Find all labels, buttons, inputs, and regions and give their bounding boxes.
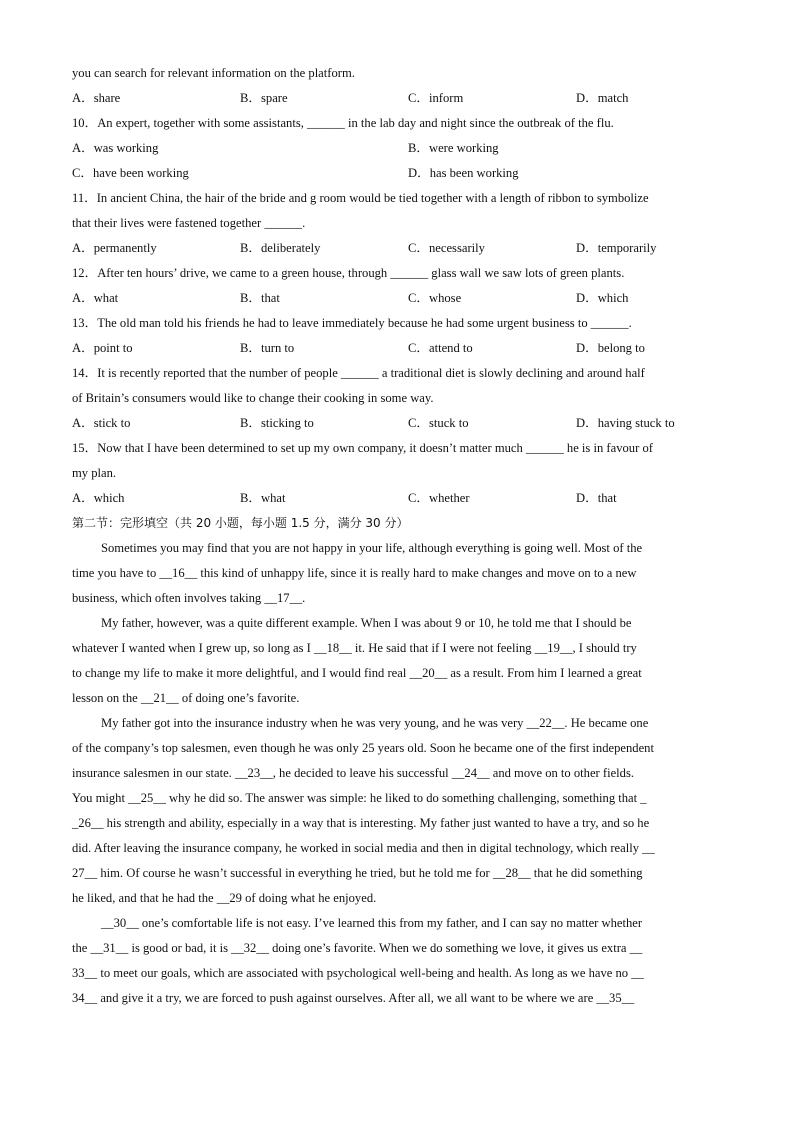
text-line: 11．In ancient China, the hair of the bride and g room would be tied together with a length of ribbon to symbolize bbox=[72, 191, 649, 205]
answer-option: B．turn to bbox=[240, 341, 295, 355]
answer-option: C．whose bbox=[408, 291, 462, 305]
answer-options bbox=[72, 286, 724, 311]
answer-option: A．share bbox=[72, 91, 121, 105]
answer-options bbox=[72, 236, 724, 261]
text-line: he liked, and that he had the __29 of doing what he enjoyed. bbox=[72, 891, 377, 905]
answer-option: D．that bbox=[576, 491, 617, 505]
answer-options bbox=[72, 411, 724, 436]
answer-option: C．inform bbox=[408, 91, 464, 105]
answer-option: C．have been working bbox=[72, 166, 189, 180]
text-line: Sometimes you may find that you are not happy in your life, although everything is going well. Most of the bbox=[101, 541, 643, 555]
text-line: my plan. bbox=[72, 466, 117, 480]
answer-option: D．belong to bbox=[576, 341, 645, 355]
answer-option: A．was working bbox=[72, 141, 159, 155]
text-line: 15．Now that I have been determined to set up my own company, it doesn’t matter much ______ he is in favour of bbox=[72, 441, 653, 455]
answer-option: C．necessarily bbox=[408, 241, 485, 255]
answer-option: D．having stuck to bbox=[576, 416, 675, 430]
answer-option: B．deliberately bbox=[240, 241, 321, 255]
text-line: 10．An expert, together with some assistants, ______ in the lab day and night since the outbreak of the flu. bbox=[72, 116, 614, 130]
answer-option: D．temporarily bbox=[576, 241, 657, 255]
text-line: that their lives were fastened together ______. bbox=[72, 216, 306, 230]
text-line: of Britain’s consumers would like to change their cooking in some way. bbox=[72, 391, 434, 405]
answer-option: C．attend to bbox=[408, 341, 473, 355]
answer-option: A．stick to bbox=[72, 416, 131, 430]
answer-option: B．that bbox=[240, 291, 280, 305]
answer-option: C．stuck to bbox=[408, 416, 469, 430]
answer-options bbox=[72, 486, 724, 511]
text-line: 12．After ten hours’ drive, we came to a green house, through ______ glass wall we saw lots of green plants. bbox=[72, 266, 625, 280]
answer-option: A．what bbox=[72, 291, 119, 305]
answer-option: A．which bbox=[72, 491, 125, 505]
text-line: did. After leaving the insurance company, he worked in social media and then in digital technology, which really __ bbox=[72, 841, 655, 855]
answer-options bbox=[72, 136, 724, 161]
answer-options bbox=[72, 161, 724, 186]
answer-options bbox=[72, 336, 724, 361]
text-line: to change my life to make it more delightful, and I would find real __20__ as a result. From him I learned a great bbox=[72, 666, 642, 680]
answer-option: B．spare bbox=[240, 91, 288, 105]
answer-option: B．sticking to bbox=[240, 416, 314, 430]
text-line: __30__ one’s comfortable life is not easy. I’ve learned this from my father, and I can say no matter whether bbox=[101, 916, 643, 930]
text-line: _26__ his strength and ability, especially in a way that is interesting. My father just wanted to have a try, and so he bbox=[72, 816, 650, 830]
text-line: 33__ to meet our goals, which are associated with psychological well-being and health. As long as we have no __ bbox=[72, 966, 644, 980]
text-line: 14．It is recently reported that the number of people ______ a traditional diet is slowly declining and around half bbox=[72, 366, 645, 380]
answer-option: A．point to bbox=[72, 341, 133, 355]
answer-option: D．which bbox=[576, 291, 629, 305]
answer-option: B．what bbox=[240, 491, 286, 505]
section-heading: 第二节：完形填空（共 20 小题，每小题 1.5 分，满分 30 分） bbox=[72, 516, 409, 530]
document-page bbox=[72, 61, 724, 1011]
text-line: 13．The old man told his friends he had to leave immediately because he had some urgent business to ______. bbox=[72, 316, 632, 330]
text-line: My father got into the insurance industry when he was very young, and he was very __22__. He became one bbox=[101, 716, 649, 730]
answer-option: D．match bbox=[576, 91, 629, 105]
answer-option: C．whether bbox=[408, 491, 470, 505]
text-line: My father, however, was a quite different example. When I was about 9 or 10, he told me that I should be bbox=[101, 616, 632, 630]
answer-options bbox=[72, 86, 724, 111]
text-line: you can search for relevant information on the platform. bbox=[72, 66, 355, 80]
answer-option: A．permanently bbox=[72, 241, 157, 255]
text-line: lesson on the __21__ of doing one’s favorite. bbox=[72, 691, 300, 705]
text-line: the __31__ is good or bad, it is __32__ doing one’s favorite. When we do something we love, it gives us extra __ bbox=[72, 941, 643, 955]
text-line: business, which often involves taking __17__. bbox=[72, 591, 306, 605]
text-line: whatever I wanted when I grew up, so long as I __18__ it. He said that if I were not feeling __19__, I should try bbox=[72, 641, 637, 655]
text-line: 34__ and give it a try, we are forced to push against ourselves. After all, we all want to be where we are __35__ bbox=[72, 991, 635, 1005]
text-line: You might __25__ why he did so. The answer was simple: he liked to do something challenging, something that _ bbox=[72, 791, 647, 805]
text-line: of the company’s top salesmen, even though he was only 25 years old. Soon he became one of the first independent bbox=[72, 741, 654, 755]
text-line: insurance salesmen in our state. __23__, he decided to leave his successful __24__ and move on to other fields. bbox=[72, 766, 635, 780]
answer-option: B．were working bbox=[408, 141, 499, 155]
text-line: 27__ him. Of course he wasn’t successful in everything he tried, but he told me for __28__ that he did something bbox=[72, 866, 643, 880]
text-line: time you have to __16__ this kind of unhappy life, since it is really hard to make changes and move on to a new bbox=[72, 566, 637, 580]
answer-option: D．has been working bbox=[408, 166, 519, 180]
